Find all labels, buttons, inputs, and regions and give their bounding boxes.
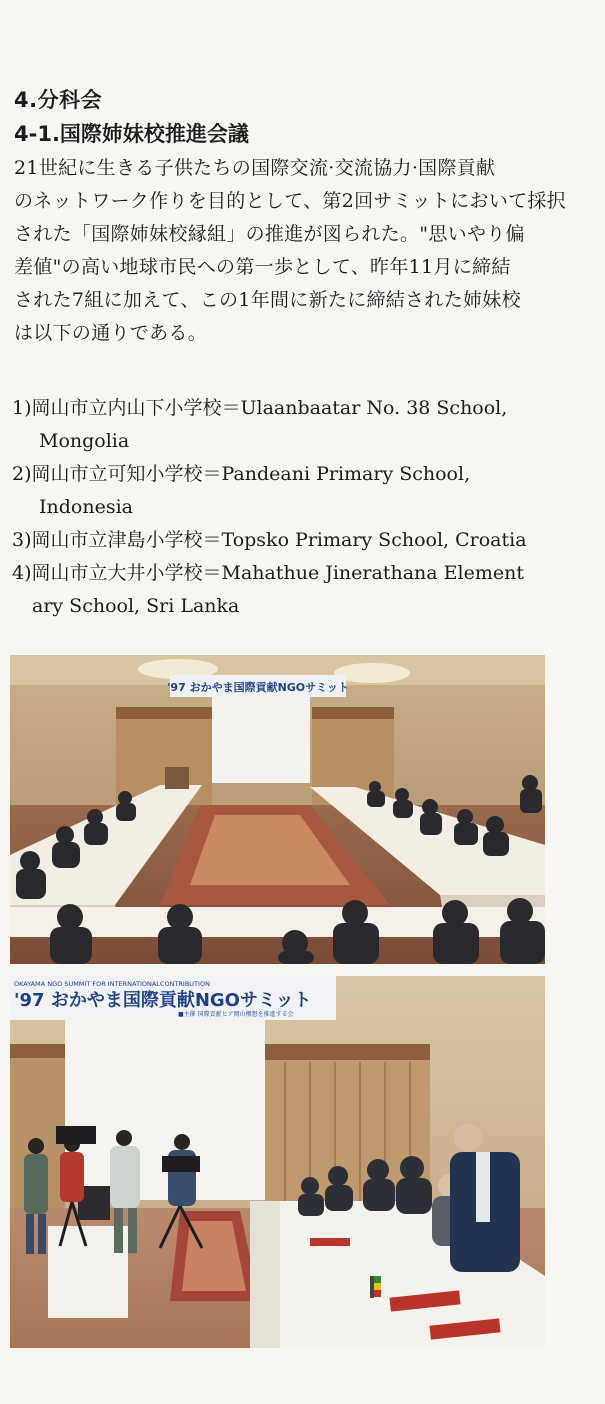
summit-banner-text: '97 おかやま国際貢献NGOサミット (167, 681, 349, 694)
intro-line: は以下の通りである。 (14, 322, 208, 344)
intro-line: された「国際姉妹校縁組」の推進が図られた。"思いやり偏 (14, 223, 525, 245)
school-pair: 4)岡山市立大井小学校＝Mahathue Jinerathana Element (12, 562, 524, 584)
school-pair: 1)岡山市立内山下小学校＝Ulaanbaatar No. 38 School, (12, 397, 508, 419)
school-country: Mongolia (39, 430, 130, 452)
intro-paragraph (14, 152, 567, 350)
intro-line: された7組に加えて、この1年間に新たに締結された姉妹校 (14, 289, 521, 311)
head-table-photo (10, 976, 545, 1348)
school-pair: 2)岡山市立可知小学校＝Pandeani Primary School, (12, 463, 471, 485)
school-country: Indonesia (39, 496, 133, 518)
subsection-heading: 4-1.国際姉妹校推進会議 (14, 122, 249, 146)
summit-banner-text: '97 おかやま国際貢献NGOサミット (14, 990, 312, 1011)
list-item (12, 458, 572, 524)
list-item (12, 524, 572, 557)
intro-line: 差値"の高い地球市民への第一歩として、昨年11月に締結 (14, 256, 511, 278)
school-pair: 3)岡山市立津島小学校＝Topsko Primary School, Croatia (12, 529, 527, 551)
school-country: ary School, Sri Lanka (32, 595, 240, 617)
sister-school-list (12, 392, 572, 623)
summit-banner-sub-text: ■主催 国際貢献ヒア岡山構想を推進する会 (178, 1011, 294, 1018)
intro-line: のネットワーク作りを目的として、第2回サミットにおいて採択 (14, 190, 567, 212)
conference-room-photo (10, 655, 545, 964)
section-heading: 4.分科会 (14, 88, 103, 112)
summit-banner-small-text: OKAYAMA NGO SUMMIT FOR INTERNATIONALCONTRIBUTION (14, 980, 210, 988)
list-item (12, 557, 572, 623)
list-item (12, 392, 572, 458)
intro-line: 21世紀に生きる子供たちの国際交流·交流協力·国際貢献 (14, 157, 496, 179)
